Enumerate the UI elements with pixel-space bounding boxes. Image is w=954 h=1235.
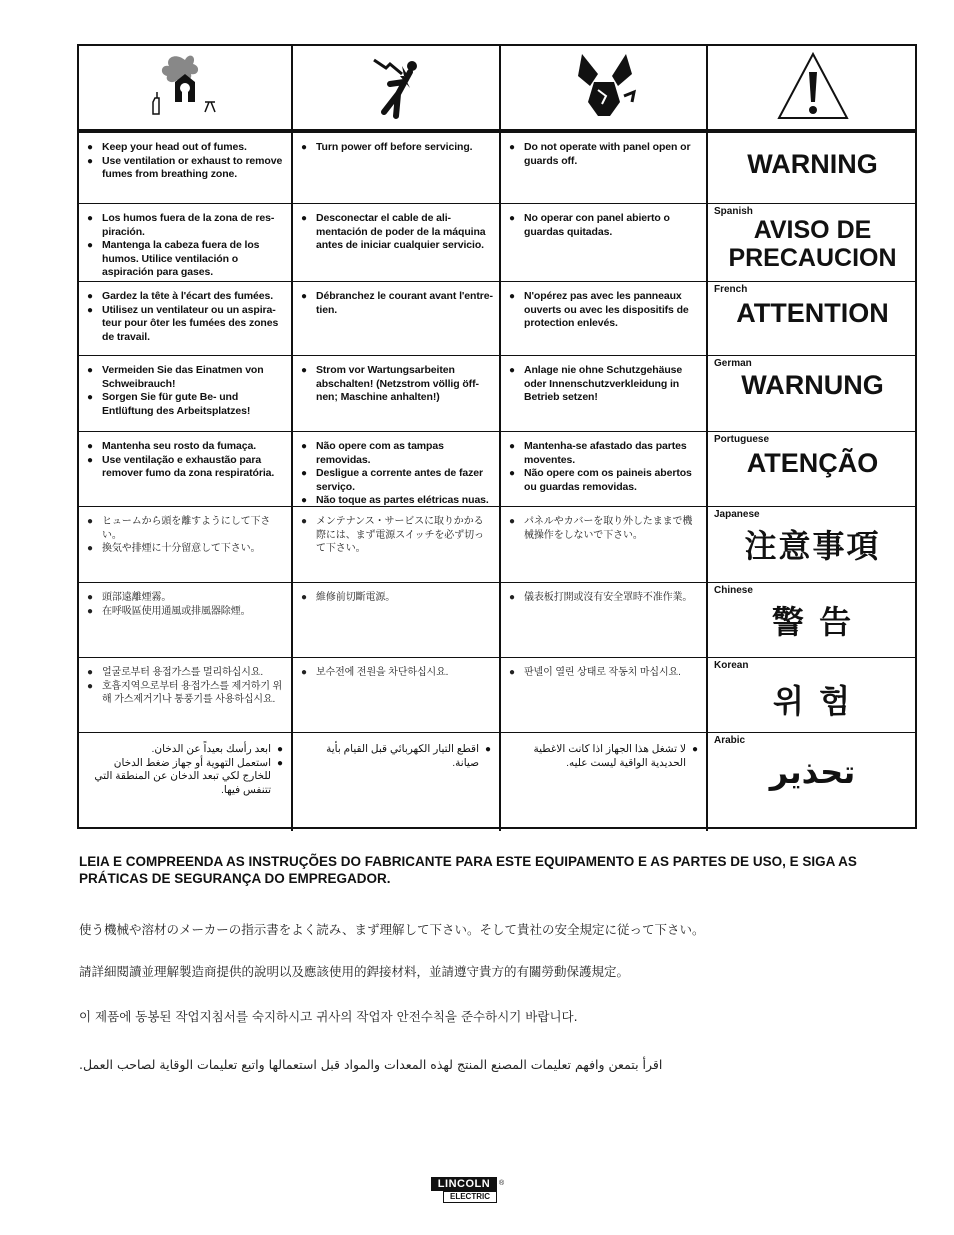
power-text-cell bbox=[291, 133, 499, 207]
bullet-item: ● Não opere com as tampas removidas. bbox=[301, 440, 493, 467]
guards-text-cell bbox=[499, 658, 706, 733]
bullet-item: ● Mantenga la cabeza fuera de los humos. Utilice ventilación o aspiración para gases. bbox=[87, 239, 285, 280]
moving-parts-icon-cell bbox=[499, 46, 706, 129]
bullet-item: ● 얼굴로부터 용접가스를 멀리하십시요. bbox=[87, 666, 285, 680]
warning-word-cell bbox=[706, 356, 917, 432]
language-label: Korean bbox=[714, 660, 749, 671]
bullet-list bbox=[501, 507, 706, 542]
warning-word: WARNING bbox=[747, 149, 878, 179]
footer-chinese: 請詳細閱讀並理解製造商提供的說明以及應該使用的銲接材料，並請遵守貴方的有關勞動保護規定。 bbox=[79, 964, 630, 979]
fumes-text-cell bbox=[79, 583, 291, 658]
warning-word-cell bbox=[706, 204, 917, 282]
logo-top: LINCOLN bbox=[431, 1177, 497, 1191]
bullet-item: ● Débranchez le courant avant l'entre- tien. bbox=[301, 290, 493, 317]
warning-word: 注意事項 bbox=[744, 527, 881, 565]
bullet-item: ● Use ventilation or exhaust to remove fumes from breathing zone. bbox=[87, 155, 285, 182]
warning-icon-cell bbox=[706, 46, 917, 129]
warning-word-cell bbox=[706, 432, 917, 507]
bullet-list bbox=[501, 432, 706, 494]
bullet-item: ● Turn power off before servicing. bbox=[301, 141, 493, 155]
warning-row bbox=[79, 281, 915, 356]
bullet-item: ● Anlage nie ohne Schutzgehäuse oder Innenschutzverkleidung in Betrieb setzen! bbox=[509, 364, 700, 405]
icon-row bbox=[79, 46, 915, 129]
language-label: Japanese bbox=[714, 509, 760, 520]
warning-word: ATTENTION bbox=[736, 298, 889, 328]
bullet-list bbox=[501, 204, 706, 239]
bullet-item: ● Gardez la tête à l'écart des fumées. bbox=[87, 290, 285, 304]
bullet-item: ● 호흡지역으로부터 용접가스를 제거하기 위해 가스제거기나 통풍기를 사용하십시요. bbox=[87, 680, 285, 707]
bullet-list bbox=[293, 658, 499, 680]
bullet-item: ● メンテナンス・サービスに取りかかる際には、まず電源スイッチを必ず切って下さい。 bbox=[301, 515, 493, 556]
bullet-list bbox=[79, 133, 291, 182]
power-text-cell bbox=[291, 658, 499, 733]
fumes-text-cell bbox=[79, 658, 291, 733]
bullet-item: ● Não opere com os paineis abertos ou guardas removidas. bbox=[509, 467, 700, 494]
power-text-cell bbox=[291, 733, 499, 831]
lincoln-electric-logo bbox=[431, 1177, 511, 1203]
bullet-list bbox=[79, 507, 291, 556]
power-text-cell bbox=[291, 583, 499, 658]
bullet-item: ● Keep your head out of fumes. bbox=[87, 141, 285, 155]
warning-word: WARNUNG bbox=[741, 370, 884, 400]
safety-warning-table bbox=[77, 44, 917, 829]
bullet-item: ● 판넬이 열린 상태로 작동치 마십시요. bbox=[509, 666, 700, 680]
guards-text-cell bbox=[499, 507, 706, 583]
warning-triangle-icon bbox=[708, 46, 917, 129]
bullet-list bbox=[293, 282, 499, 317]
warning-word: 위 험 bbox=[773, 682, 852, 720]
bullet-list bbox=[79, 432, 291, 481]
fumes-text-cell bbox=[79, 204, 291, 282]
bullet-list bbox=[293, 432, 499, 508]
warning-word: 警 告 bbox=[771, 603, 854, 641]
bullet-item: ● 維修前切斷電源。 bbox=[301, 591, 493, 605]
bullet-list bbox=[501, 282, 706, 331]
language-label: French bbox=[714, 284, 748, 295]
bullet-item: ● Strom vor Wartungsarbeiten abschalten! (Netzstrom völlig öff- nen; Maschine anhalten!) bbox=[301, 364, 493, 405]
warning-row bbox=[79, 355, 915, 432]
bullet-list bbox=[293, 583, 499, 605]
bullet-item: ● ヒュームから頭を離すようにして下さい。 bbox=[87, 515, 285, 542]
warning-word: ATENÇÃO bbox=[746, 448, 879, 478]
warning-word: تحذير bbox=[769, 753, 856, 791]
bullet-item: ● Mantenha-se afastado das partes moventes. bbox=[509, 440, 700, 467]
language-label: Chinese bbox=[714, 585, 753, 596]
bullet-item: ● 換気や排煙に十分留意して下さい。 bbox=[87, 542, 285, 556]
warning-row bbox=[79, 129, 915, 207]
fumes-text-cell bbox=[79, 507, 291, 583]
language-label: Spanish bbox=[714, 206, 753, 217]
bullet-list bbox=[293, 356, 499, 405]
bullet-list bbox=[501, 733, 706, 770]
footer-portuguese: LEIA E COMPREENDA AS INSTRUÇÕES DO FABRICANTE PARA ESTE EQUIPAMENTO E AS PARTES DE USO, E SIGA AS PRÁTICAS DE SEGURANÇA DO EMPREGADOR. bbox=[79, 854, 857, 886]
bullet-item: ● Mantenha seu rosto da fumaça. bbox=[87, 440, 285, 454]
guards-text-cell bbox=[499, 204, 706, 282]
bullet-list bbox=[293, 507, 499, 556]
power-text-cell bbox=[291, 507, 499, 583]
electric-shock-icon bbox=[293, 46, 499, 129]
fumes-text-cell bbox=[79, 356, 291, 432]
warning-word-cell bbox=[706, 133, 917, 207]
warning-word: AVISO DE PRECAUCION bbox=[728, 216, 897, 272]
bullet-item: ● Desconectar el cable de ali- mentación de poder de la máquina antes de iniciar cualquier servicio. bbox=[301, 212, 493, 253]
fumes-hazard-icon bbox=[79, 46, 291, 129]
bullet-item: ● Do not operate with panel open or guards off. bbox=[509, 141, 700, 168]
bullet-list bbox=[501, 658, 706, 680]
footer-korean: 이 제품에 동봉된 작업지침서를 숙지하시고 귀사의 작업자 안전수칙을 준수하시기 바랍니다. bbox=[79, 1009, 578, 1024]
guards-text-cell bbox=[499, 432, 706, 507]
warning-row bbox=[79, 582, 915, 658]
bullet-item: ● Utilisez un ventilateur ou un aspira- teur pour ôter les fumées des zones de travail. bbox=[87, 304, 285, 345]
language-label: Portuguese bbox=[714, 434, 770, 445]
warning-row bbox=[79, 431, 915, 507]
bullet-list bbox=[79, 583, 291, 618]
bullet-item: ● No operar con panel abierto o guardas quitadas. bbox=[509, 212, 700, 239]
shock-icon-cell bbox=[291, 46, 499, 129]
logo-registered-mark: ® bbox=[499, 1180, 505, 1187]
bullet-item: ● ابعد رأسك بعيداً عن الدخان. bbox=[85, 743, 283, 757]
warning-word-cell bbox=[706, 658, 917, 733]
bullet-item: ● 儀表板打開或沒有安全罩時不准作業。 bbox=[509, 591, 700, 605]
bullet-list bbox=[501, 356, 706, 405]
bullet-item: ● 보수전에 전원을 차단하십시요. bbox=[301, 666, 493, 680]
warning-row bbox=[79, 732, 915, 831]
logo-bottom: ELECTRIC bbox=[443, 1191, 497, 1203]
bullet-item: ● Los humos fuera de la zona de res- piración. bbox=[87, 212, 285, 239]
power-text-cell bbox=[291, 282, 499, 356]
guards-text-cell bbox=[499, 733, 706, 831]
warning-row bbox=[79, 506, 915, 583]
fumes-icon-cell bbox=[79, 46, 291, 129]
bullet-item: ● لا تشغل هذا الجهاز اذا كانت الاغطية الحديدية الواقية ليست عليه. bbox=[507, 743, 698, 770]
bullet-item: ● اقطع التيار الكهربائي قبل القيام بأية صيانة. bbox=[299, 743, 491, 770]
bullet-item: ● Sorgen Sie für gute Be- und Entlüftung des Arbeitsplatzes! bbox=[87, 391, 285, 418]
bullet-list bbox=[293, 204, 499, 253]
fumes-text-cell bbox=[79, 133, 291, 207]
bullet-list bbox=[293, 733, 499, 770]
bullet-list bbox=[79, 733, 291, 797]
guards-text-cell bbox=[499, 356, 706, 432]
bullet-item: ● Não toque as partes elétricas nuas. bbox=[301, 494, 493, 508]
power-text-cell bbox=[291, 204, 499, 282]
guards-text-cell bbox=[499, 133, 706, 207]
footer-japanese: 使う機械や溶材のメーカーの指示書をよく読み、まず理解して下さい。そして貴社の安全規定に従って下さい。 bbox=[79, 922, 705, 937]
footer-arabic: اقرأ بتمعن وافهم تعليمات المصنع المنتج لهذه المعدات والمواد قبل استعمالها واتبع تعليمات الوقاية لصاحب العمل. bbox=[79, 1057, 663, 1072]
warning-word-cell bbox=[706, 282, 917, 356]
guards-text-cell bbox=[499, 583, 706, 658]
warning-word-cell bbox=[706, 733, 917, 831]
bullet-item: ● 頭部遠離煙霧。 bbox=[87, 591, 285, 605]
bullet-list bbox=[293, 133, 499, 155]
warning-word-cell bbox=[706, 507, 917, 583]
bullet-item: ● パネルやカバーを取り外したままで機械操作をしないで下さい。 bbox=[509, 515, 700, 542]
fumes-text-cell bbox=[79, 733, 291, 831]
bullet-list bbox=[79, 356, 291, 418]
power-text-cell bbox=[291, 356, 499, 432]
bullet-list bbox=[501, 583, 706, 605]
bullet-item: ● Desligue a corrente antes de fazer serviço. bbox=[301, 467, 493, 494]
bullet-item: ● Vermeiden Sie das Einatmen von Schweibrauch! bbox=[87, 364, 285, 391]
guards-text-cell bbox=[499, 282, 706, 356]
warning-row bbox=[79, 657, 915, 733]
warning-word-cell bbox=[706, 583, 917, 658]
fumes-text-cell bbox=[79, 432, 291, 507]
bullet-item: ● Use ventilação e exhaustão para remover fumo da zona respiratória. bbox=[87, 454, 285, 481]
bullet-list bbox=[79, 282, 291, 344]
power-text-cell bbox=[291, 432, 499, 507]
moving-parts-hazard-icon bbox=[501, 46, 706, 129]
bullet-list bbox=[79, 204, 291, 280]
bullet-item: ● 在呼吸區使用通風或排風器除煙。 bbox=[87, 605, 285, 619]
bullet-list bbox=[501, 133, 706, 168]
bullet-item: ● N'opérez pas avec les panneaux ouverts ou avec les dispositifs de protection enlevés. bbox=[509, 290, 700, 331]
bullet-item: ● استعمل التهوية أو جهاز ضغط الدخان للخارج لكي تبعد الدخان عن المنطقة التي تتنفس فيها. bbox=[85, 757, 283, 798]
bullet-list bbox=[79, 658, 291, 707]
fumes-text-cell bbox=[79, 282, 291, 356]
language-label: German bbox=[714, 358, 752, 369]
language-label: Arabic bbox=[714, 735, 746, 746]
warning-row bbox=[79, 203, 915, 282]
